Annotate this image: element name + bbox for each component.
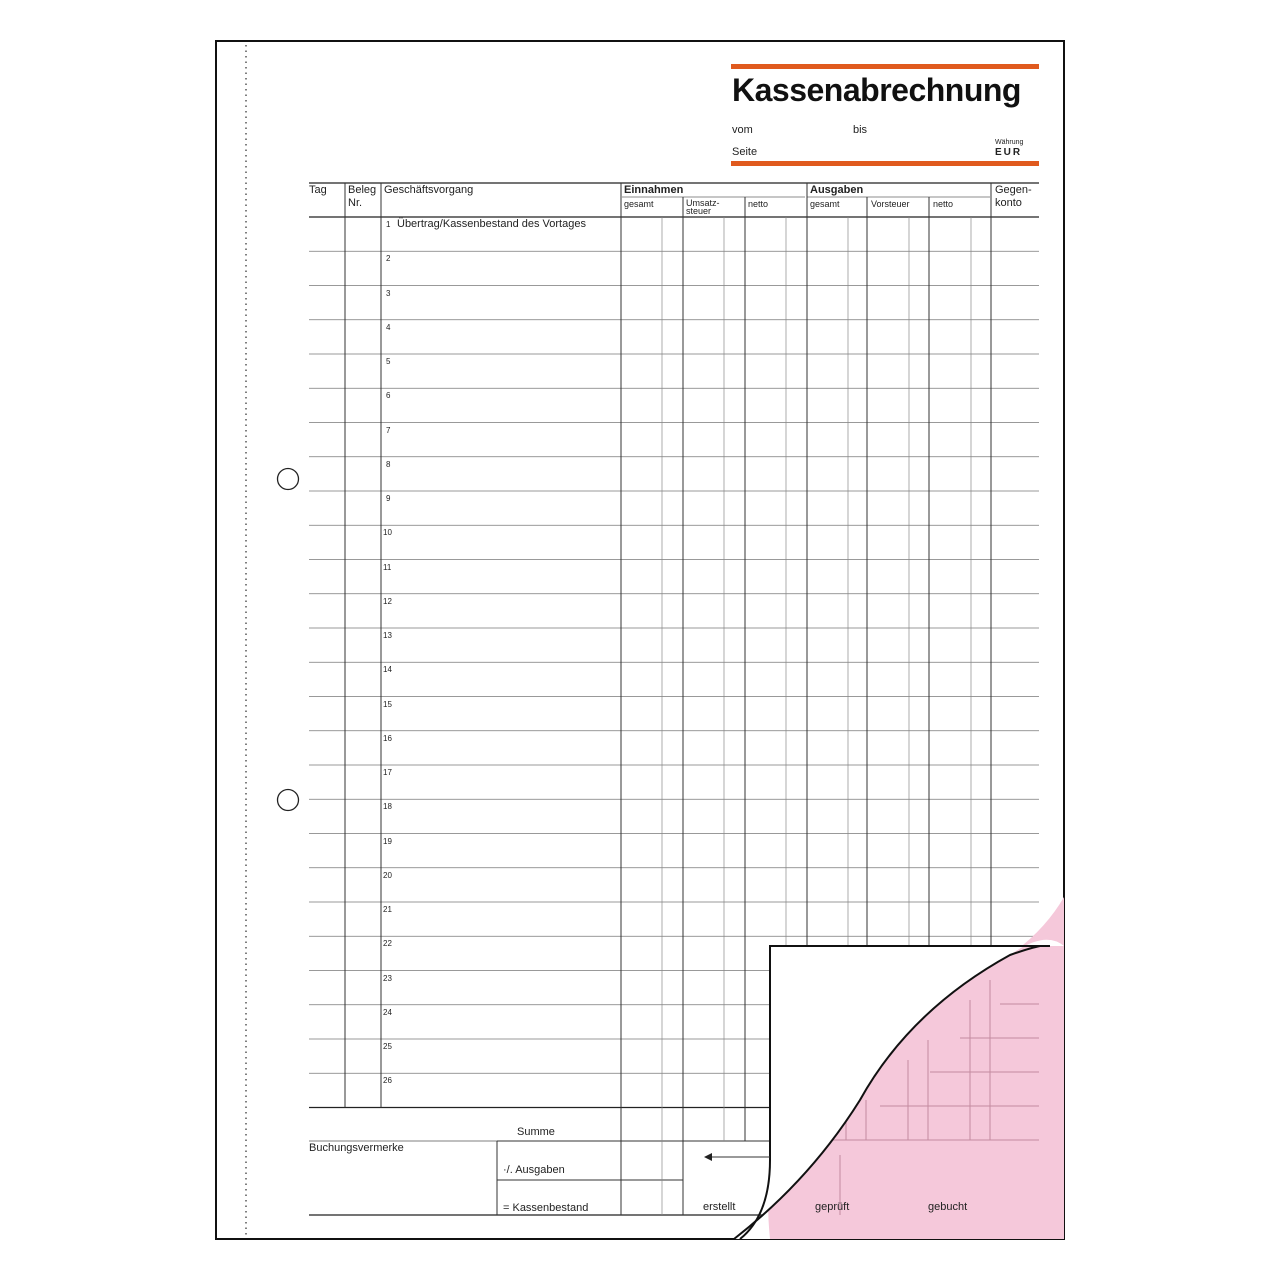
- row-number: 5: [386, 357, 391, 366]
- row-number: 7: [386, 425, 391, 435]
- row-number: 21: [383, 905, 392, 914]
- seite-label: Seite: [732, 146, 758, 158]
- row-number: 2: [386, 254, 391, 264]
- geprueft-label: geprüft: [815, 1201, 850, 1213]
- col-ausgaben: Ausgaben: [810, 184, 864, 196]
- binding-hole-lower: [278, 790, 299, 811]
- row-number: 6: [386, 391, 391, 401]
- title-accent-bar-bottom: [731, 161, 1039, 166]
- row-number: 26: [383, 1076, 392, 1086]
- row-number: 22: [383, 939, 392, 949]
- col-gegenkonto-line1: Gegen-: [995, 184, 1032, 196]
- col-ausgaben-gesamt: gesamt: [810, 199, 840, 209]
- waehrung-label: Währung: [995, 139, 1024, 146]
- col-tag: Tag: [309, 184, 327, 196]
- col-ausgaben-vorsteuer: Vorsteuer: [871, 199, 910, 209]
- bis-label: bis: [853, 124, 868, 136]
- row-number: 20: [383, 870, 392, 880]
- row-number: 19: [383, 836, 392, 846]
- col-beleg-line2: Nr.: [348, 197, 363, 209]
- erstellt-label: erstellt: [703, 1201, 736, 1213]
- row-number: 9: [386, 494, 391, 503]
- row-number: 11: [383, 562, 392, 572]
- col-beleg-line1: Beleg: [348, 184, 377, 196]
- row-number: 17: [383, 768, 392, 777]
- vom-label: vom: [732, 124, 753, 136]
- row-number: 25: [383, 1042, 392, 1051]
- row-number: 18: [383, 802, 392, 812]
- gebucht-label: gebucht: [928, 1201, 968, 1213]
- title-accent-bar-top: [731, 64, 1039, 69]
- col-einnahmen-ust-line1: Umsatz-: [686, 198, 720, 208]
- row-number: 24: [383, 1007, 392, 1017]
- row-number: 13: [383, 631, 392, 640]
- col-einnahmen: Einnahmen: [624, 184, 684, 196]
- summe-label: Summe: [517, 1126, 555, 1138]
- row-number: 3: [386, 288, 391, 298]
- row-number: 4: [386, 322, 391, 332]
- row-number: 10: [383, 528, 392, 538]
- col-vorgang: Geschäftsvorgang: [384, 184, 474, 196]
- col-einnahmen-gesamt: gesamt: [624, 199, 654, 209]
- col-gegenkonto-line2: konto: [995, 197, 1022, 209]
- row-number: 23: [383, 973, 392, 983]
- waehrung-value: EUR: [995, 147, 1023, 158]
- col-ausgaben-netto: netto: [933, 199, 954, 209]
- row-number: 14: [383, 665, 392, 675]
- row-number: 12: [383, 596, 392, 606]
- ausgaben-label: ·/. Ausgaben: [503, 1164, 565, 1176]
- row-number: 16: [383, 733, 392, 743]
- row-number: 1: [386, 220, 391, 229]
- kassenbestand-label: = Kassenbestand: [503, 1202, 589, 1214]
- form-title: Kassenabrechnung: [732, 72, 1021, 108]
- col-einnahmen-netto: netto: [748, 199, 769, 209]
- first-row-text: Übertrag/Kassenbestand des Vortages: [397, 218, 586, 230]
- col-einnahmen-ust-line2: steuer: [686, 206, 712, 216]
- binding-hole-upper: [278, 469, 299, 490]
- row-number: 8: [386, 459, 391, 469]
- row-number: 15: [383, 699, 392, 709]
- buchungsvermerke-label: Buchungsvermerke: [309, 1142, 404, 1154]
